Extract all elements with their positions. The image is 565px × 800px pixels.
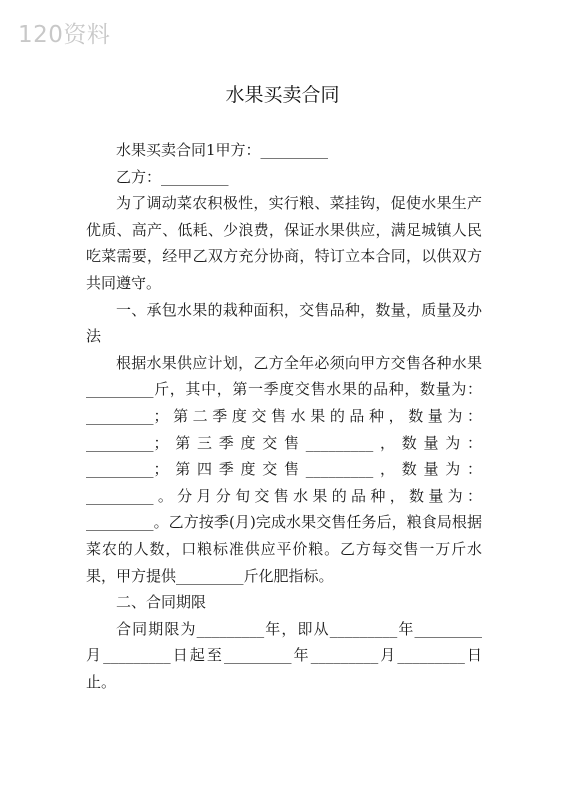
section-1-heading: 一、承包水果的栽种面积，交售品种，数量，质量及办法 (86, 300, 482, 346)
section-2-paragraph: 合同期限为_________年，即从_________年_________月_________日起至_________年_________月_________日止。 (86, 619, 482, 691)
section-2-heading: 二、合同期限 (116, 593, 207, 612)
watermark: 120资料 (18, 22, 111, 48)
section-1-paragraph: 根据水果供应计划，乙方全年必须向甲方交售各种水果_________斤，其中，第一季度交售水果的品种，数量为：_________；第二季度交售水果的品种，数量为：_________；第三季度交售_________，数量为：_________；第四季度交售_________，数量为：_________。分月分旬交售水果的品种，数量为：_________。乙方按季(月)完成水果交售任务后，粮食局根据菜农的人数，口粮标准供应平价粮。乙方每交售一万斤水果，甲方提供_________斤化肥指标。 (86, 353, 482, 585)
party-b-line: 乙方：_________ (116, 167, 229, 186)
document-title: 水果买卖合同 (225, 84, 340, 106)
party-a-line: 水果买卖合同1甲方：_________ (116, 141, 329, 159)
document-body (86, 137, 482, 695)
preamble-paragraph: 为了调动菜农积极性，实行粮、菜挂钩，促使水果生产优质、高产、低耗、少浪费，保证水果供应，满足城镇人民吃菜需要，经甲乙双方充分协商，特订立本合同，以供双方共同遵守。 (86, 194, 482, 292)
